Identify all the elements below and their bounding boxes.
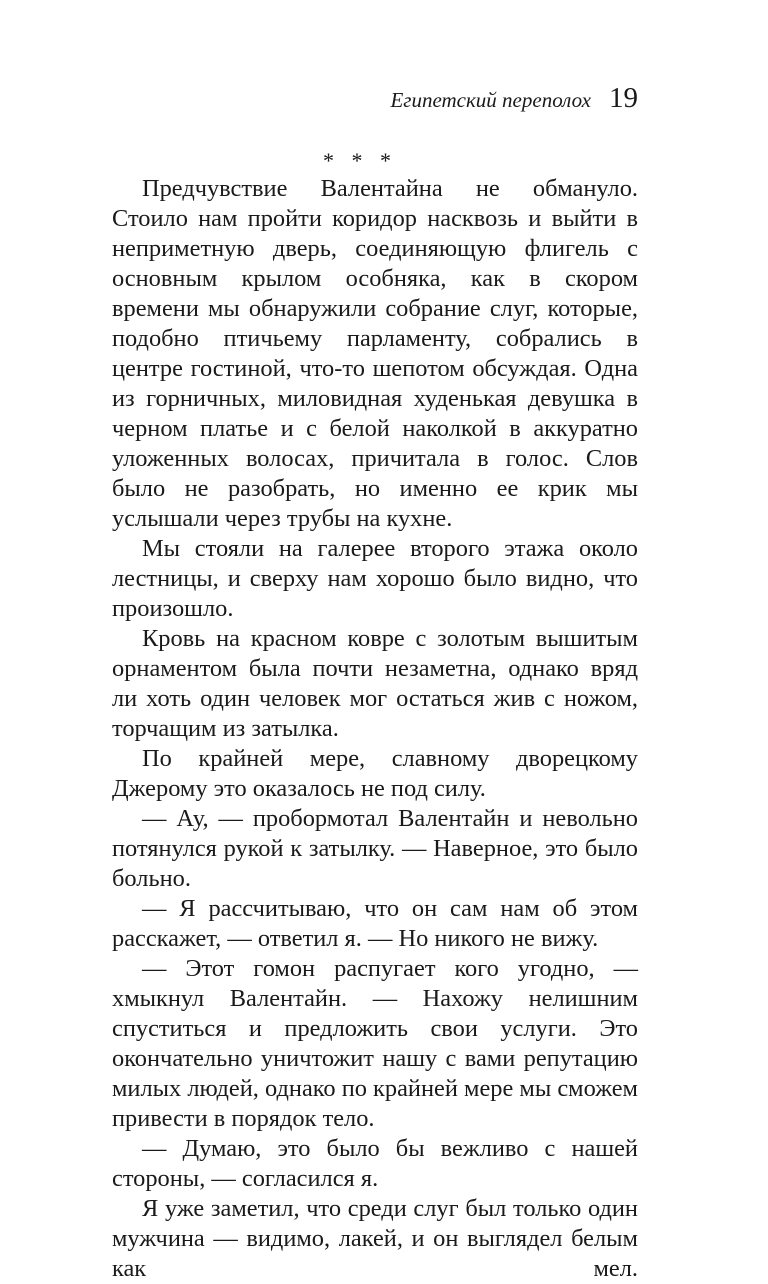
section-separator: * * * [323,148,397,173]
body-text [112,174,638,1284]
paragraph: Предчувствие Валентайна не обмануло. Стоило нам пройти коридор насквозь и выйти в неприметную дверь, соединяющую флигель с основным крылом особняка, как в скором времени мы обнаружили собрание слуг, которые, подобно птичьему парламенту, собрались в центре гостиной, что-то шепотом обсуждая. Одна из горничных, миловидная худенькая девушка в черном платье и с белой наколкой в аккуратно уложенных волосах, причитала в голос. Слов было не разобрать, но именно ее крик мы услышали через трубы на кухне. [112,175,638,532]
paragraph: — Ау, — пробормотал Валентайн и невольно потянулся рукой к затылку. — Наверное, это было больно. [112,805,638,892]
paragraph: — Думаю, это было бы вежливо с нашей стороны, — согласился я. [112,1135,638,1192]
paragraph: Кровь на красном ковре с золотым вышитым орнаментом была почти незаметна, однако вряд ли хоть один человек мог остаться жив с ножом, торчащим из затылка. [112,625,638,742]
running-header [390,82,638,122]
paragraph: — Я рассчитываю, что он сам нам об этом расскажет, — ответил я. — Но никого не вижу. [112,895,638,952]
running-title: Египетский переполох [390,88,591,112]
page-number: 19 [609,82,638,114]
paragraph: По крайней мере, славному дворецкому Джерому это оказалось не под силу. [112,745,638,802]
paragraph: Мы стояли на галерее второго этажа около лестницы, и сверху нам хорошо было видно, что произошло. [112,535,638,622]
paragraph: Я уже заметил, что среди слуг был только один мужчина — видимо, лакей, и он выглядел белым как мел. [112,1195,638,1282]
paragraph: — Этот гомон распугает кого угодно, — хмыкнул Валентайн. — Нахожу нелишним спуститься и предложить свои услуги. Это окончательно уничтожит нашу с вами репутацию милых людей, однако по крайней мере мы сможем привести в порядок тело. [112,955,638,1132]
